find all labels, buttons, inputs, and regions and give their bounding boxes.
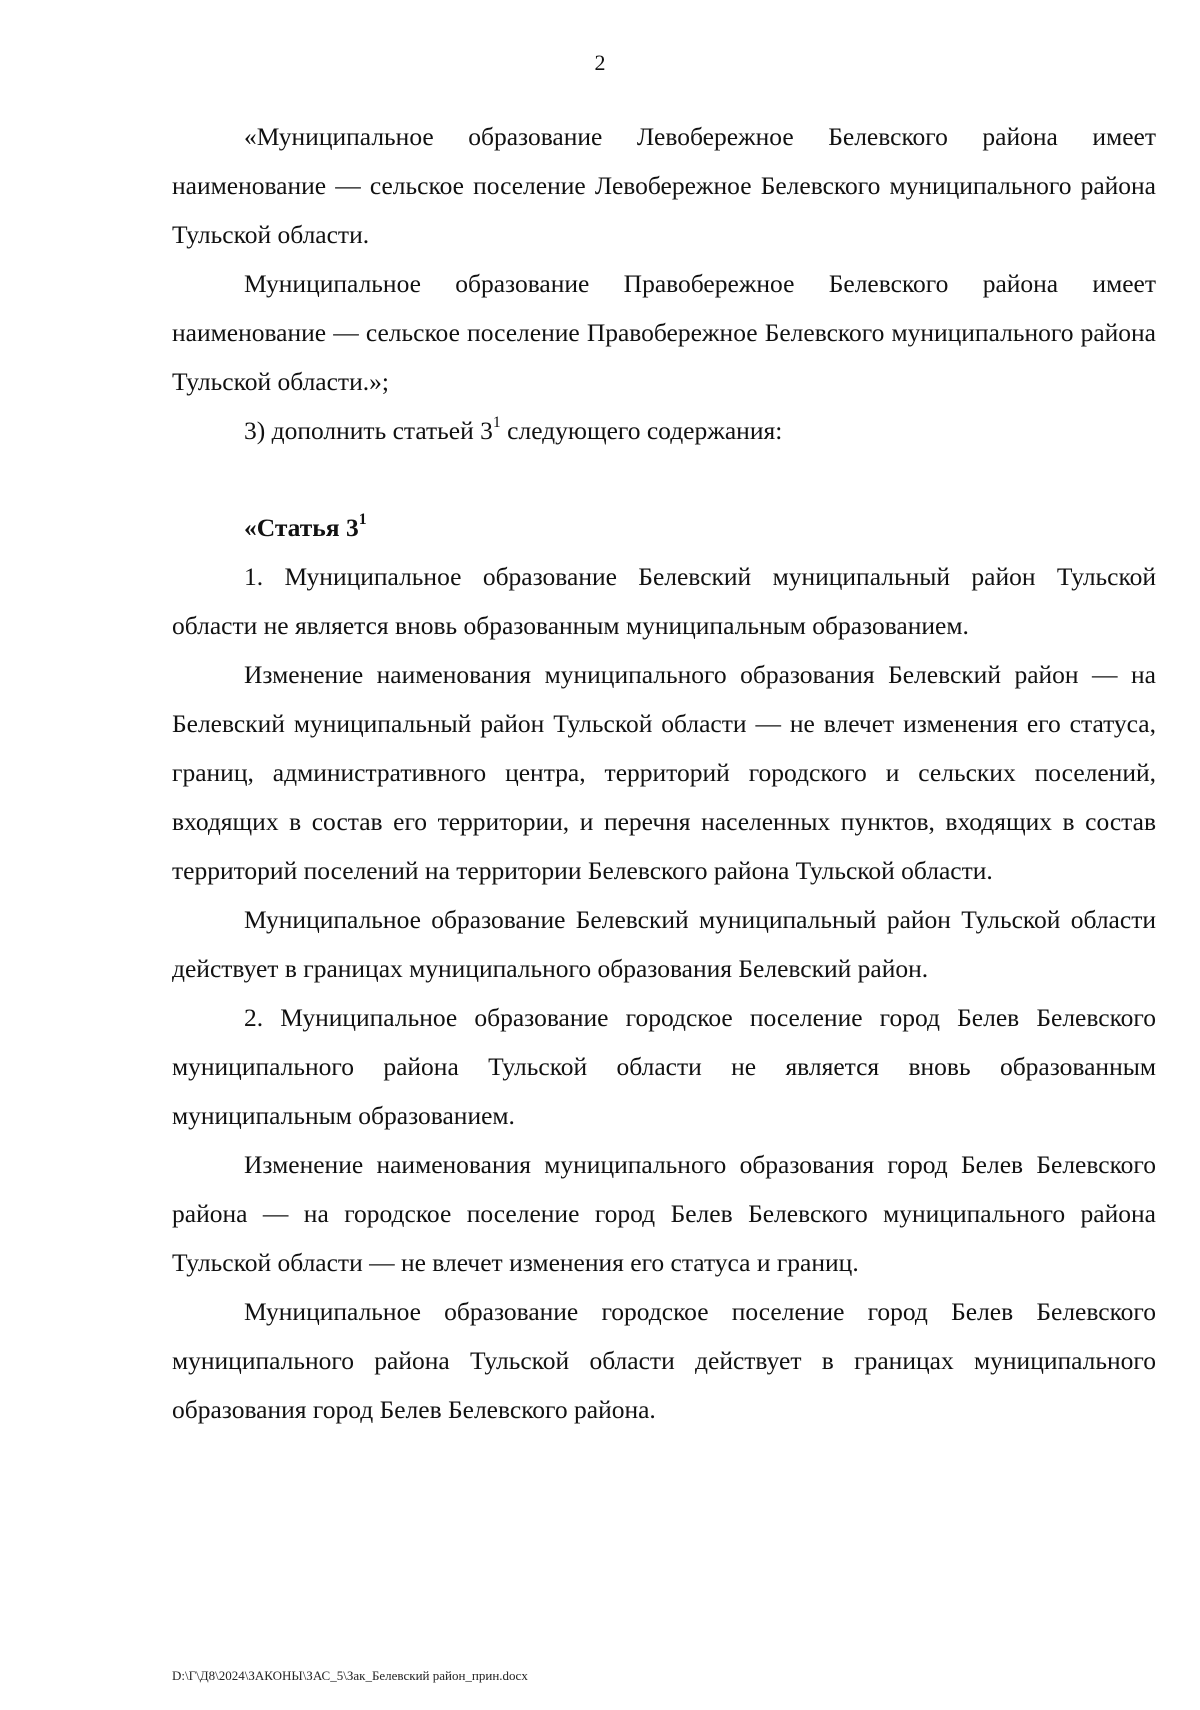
amendment-text-after: следующего содержания: [500, 416, 783, 445]
article-title-text: «Статья 3 [244, 513, 359, 542]
article-clause-1-rename: Изменение наименования муниципального образования Белевский район — на Белевский муниципальный район Тульской области — не влечет изменения его статуса, границ, административного центра, территорий городского и сельских поселений, входящих в состав его территории, и перечня населенных пунктов, входящих в состав территорий поселений на территории Белевского района Тульской области. [172, 660, 1156, 885]
article-title [172, 455, 1156, 552]
footer-file-path: D:\Г\Д8\2024\ЗАКОНЫ\ЗАС_5\Зак_Белевский район_прин.docx [172, 1668, 528, 1683]
page-number: 2 [594, 50, 606, 75]
document-body [172, 112, 1156, 1434]
article-clause-2-boundaries: Муниципальное образование городское поселение город Белев Белевского муниципального района Тульской области действует в границах муниципального образования город Белев Белевского района. [172, 1297, 1156, 1424]
article-clause-1: 1. Муниципальное образование Белевский муниципальный район Тульской области не является вновь образованным муниципальным образованием. [172, 562, 1156, 640]
article-clause-2-rename: Изменение наименования муниципального образования город Белев Белевского района — на городское поселение город Белев Белевского муниципального района Тульской области — не влечет изменения его статуса и границ. [172, 1150, 1156, 1277]
amendment-superscript: 1 [492, 414, 501, 432]
paragraph-levoberezhnoe: «Муниципальное образование Левобережное Белевского района имеет наименование — сельское поселение Левобережное Белевского муниципального района Тульской области. [172, 122, 1156, 249]
article-title-superscript: 1 [358, 511, 367, 529]
paragraph-amendment-3 [172, 406, 1156, 455]
paragraph-pravoberezhnoe: Муниципальное образование Правобережное Белевского района имеет наименование — сельское поселение Правобережное Белевского муниципального района Тульской области.»; [172, 269, 1156, 396]
article-clause-1-boundaries: Муниципальное образование Белевский муниципальный район Тульской области действует в границах муниципального образования Белевский район. [172, 905, 1156, 983]
amendment-text-before: 3) дополнить статьей 3 [244, 416, 493, 445]
article-clause-2: 2. Муниципальное образование городское поселение город Белев Белевского муниципального района Тульской области не является вновь образованным муниципальным образованием. [172, 1003, 1156, 1130]
